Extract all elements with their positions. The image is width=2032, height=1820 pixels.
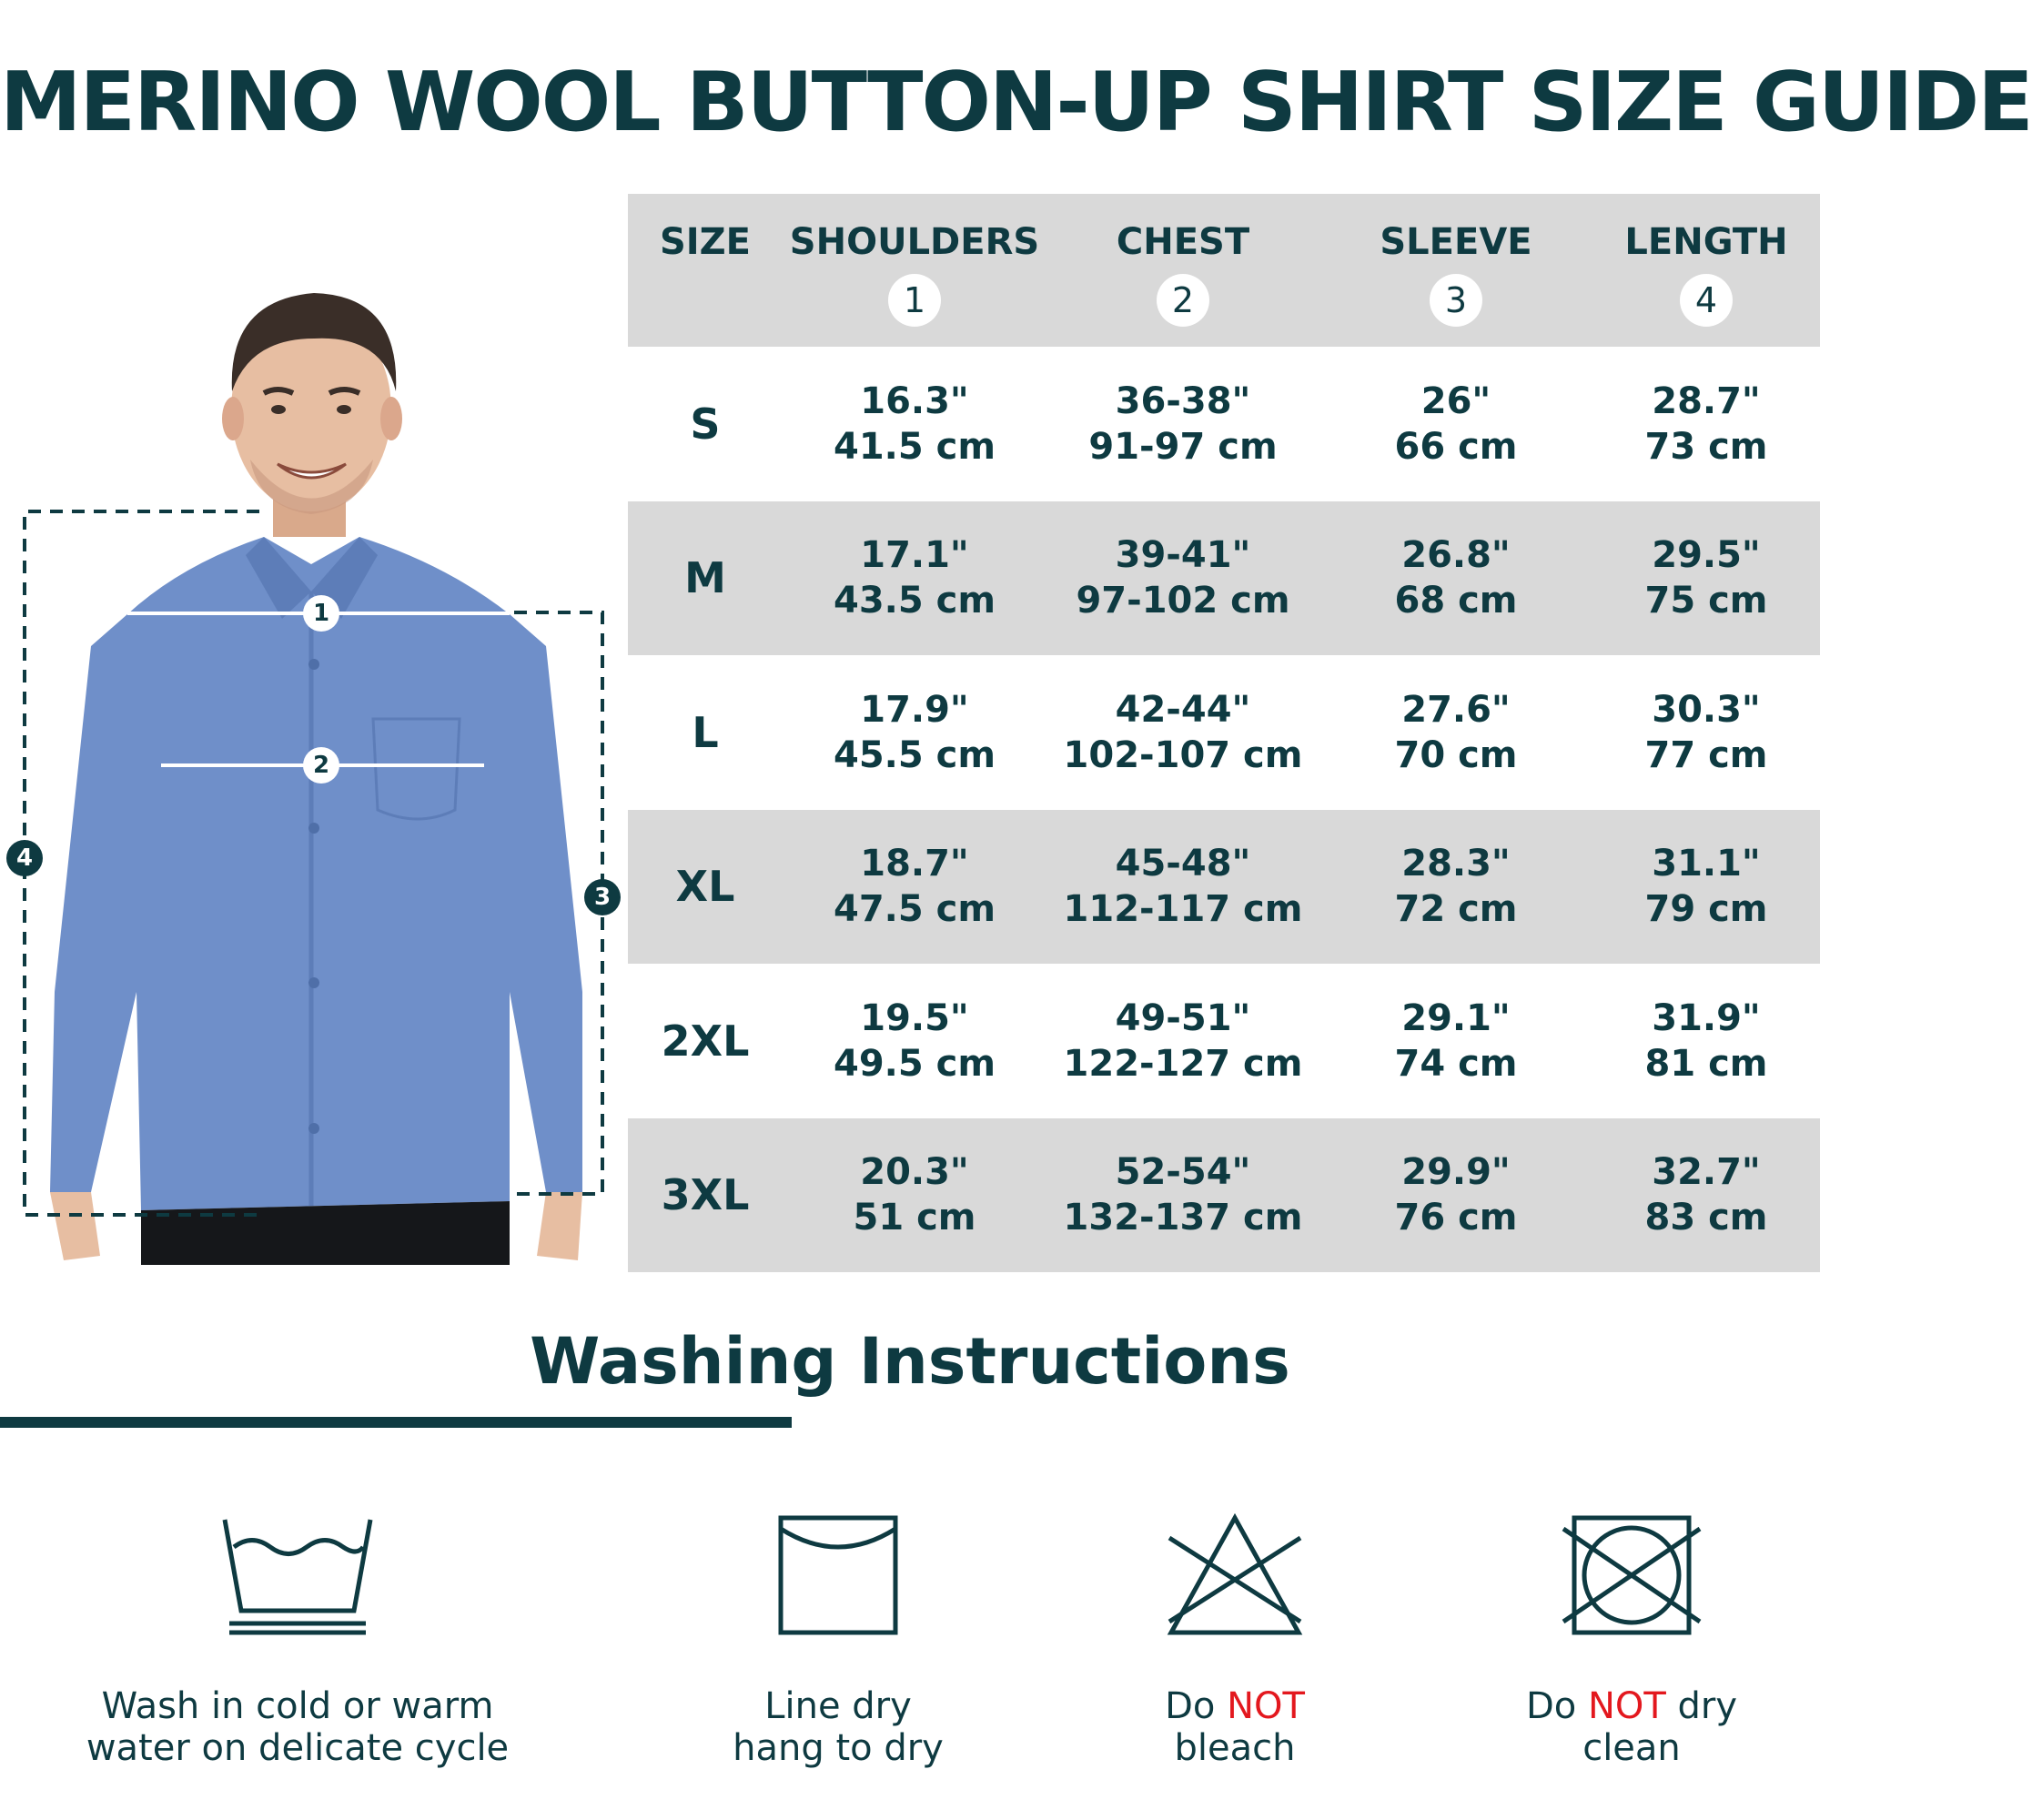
- header-label: SIZE: [659, 221, 752, 263]
- shoulders-cell: [783, 655, 1046, 810]
- line-dry-label-line-1: Line dry: [764, 1685, 912, 1727]
- cm-value: 68 cm: [1394, 580, 1518, 622]
- table-header: [628, 194, 1820, 347]
- size-table: [628, 194, 1820, 1272]
- table-row: [628, 655, 1820, 810]
- header-label: SHOULDERS: [789, 221, 1040, 263]
- cm-value: 41.5 cm: [833, 425, 996, 468]
- washing-divider: [0, 1417, 792, 1428]
- cm-value: 47.5 cm: [833, 888, 996, 931]
- inches-value: 29.5": [1652, 534, 1761, 577]
- chest-cell: [1046, 501, 1319, 656]
- length-cell: [1592, 1118, 1820, 1273]
- header-number-badge: 4: [1680, 274, 1733, 327]
- chest-cell: [1046, 1118, 1319, 1273]
- inches-value: 42-44": [1115, 688, 1251, 731]
- size-label: L: [692, 707, 719, 757]
- cm-value: 73 cm: [1644, 425, 1768, 468]
- chest-cell: [1046, 655, 1319, 810]
- cm-value: 43.5 cm: [833, 580, 996, 622]
- no-dry-clean-label-line-1: [1404, 1685, 1859, 1727]
- cm-value: 132-137 cm: [1063, 1197, 1303, 1239]
- inches-value: 18.7": [860, 843, 969, 885]
- length-cell: [1592, 655, 1820, 810]
- size-cell: [628, 501, 783, 656]
- shirt-figure: [0, 264, 637, 1265]
- inches-value: 17.1": [860, 534, 969, 577]
- cm-value: 91-97 cm: [1088, 425, 1278, 468]
- sleeve-cell: [1319, 964, 1592, 1118]
- length-cell: [1592, 964, 1820, 1118]
- shoulders-cell: [783, 964, 1046, 1118]
- cm-value: 51 cm: [853, 1197, 976, 1239]
- inches-value: 30.3": [1652, 688, 1761, 731]
- line-dry-icon: [756, 1511, 920, 1638]
- inches-value: 31.9": [1652, 996, 1761, 1039]
- inches-value: 39-41": [1115, 534, 1251, 577]
- no-bleach-label: [1007, 1685, 1462, 1769]
- negation-word: NOT: [1587, 1685, 1666, 1727]
- cm-value: 74 cm: [1394, 1042, 1518, 1085]
- line-dry-label-line-2: hang to dry: [733, 1727, 944, 1769]
- cm-value: 112-117 cm: [1063, 888, 1303, 931]
- washing-title: Washing Instructions: [530, 1324, 1290, 1399]
- line-dry-item: [611, 1511, 1066, 1769]
- header-number-badge: 2: [1157, 274, 1209, 327]
- sleeve-cell: [1319, 810, 1592, 965]
- inches-value: 31.1": [1652, 843, 1761, 885]
- table-row: [628, 1118, 1820, 1273]
- inches-value: 28.7": [1652, 379, 1761, 422]
- inches-value: 29.1": [1401, 996, 1511, 1039]
- marker-2-badge: 2: [303, 747, 339, 784]
- wash-basin-icon: [216, 1511, 379, 1638]
- inches-value: 32.7": [1652, 1151, 1761, 1194]
- header-label: SLEEVE: [1380, 221, 1532, 263]
- inches-value: 49-51": [1115, 996, 1251, 1039]
- cm-value: 79 cm: [1644, 888, 1768, 931]
- inches-value: 27.6": [1401, 688, 1511, 731]
- label-prefix: Do: [1165, 1685, 1228, 1727]
- shoulders-cell: [783, 1118, 1046, 1273]
- inches-value: 20.3": [860, 1151, 969, 1194]
- header-size: [628, 194, 783, 347]
- cm-value: 70 cm: [1394, 733, 1518, 776]
- no-bleach-icon: [1153, 1511, 1317, 1638]
- wash-label: [70, 1685, 525, 1769]
- cm-value: 77 cm: [1644, 733, 1768, 776]
- header-number-badge: 1: [888, 274, 941, 327]
- size-cell: [628, 347, 783, 501]
- header-shoulders: [783, 194, 1046, 347]
- no-dry-clean-label: [1404, 1685, 1859, 1769]
- negation-word: NOT: [1227, 1685, 1305, 1727]
- header-label: LENGTH: [1624, 221, 1788, 263]
- sleeve-cell: [1319, 655, 1592, 810]
- wash-item: [70, 1511, 525, 1769]
- size-label: 2XL: [661, 1016, 750, 1066]
- size-label: M: [684, 553, 726, 603]
- cm-value: 75 cm: [1644, 580, 1768, 622]
- cm-value: 72 cm: [1394, 888, 1518, 931]
- marker-4-badge: 4: [6, 840, 43, 876]
- label-prefix: Do: [1525, 1685, 1588, 1727]
- inches-value: 26.8": [1401, 534, 1511, 577]
- marker-3-badge: 3: [584, 879, 621, 915]
- size-label: 3XL: [661, 1170, 750, 1220]
- cm-value: 66 cm: [1394, 425, 1518, 468]
- shoulders-cell: [783, 501, 1046, 656]
- chest-cell: [1046, 347, 1319, 501]
- shoulders-cell: [783, 347, 1046, 501]
- wash-label-line-2: water on delicate cycle: [86, 1727, 510, 1769]
- inches-value: 36-38": [1115, 379, 1251, 422]
- table-row: [628, 501, 1820, 656]
- shoulders-cell: [783, 810, 1046, 965]
- inches-value: 29.9": [1401, 1151, 1511, 1194]
- header-label: CHEST: [1116, 221, 1250, 263]
- length-cell: [1592, 810, 1820, 965]
- header-chest: [1046, 194, 1319, 347]
- table-row: [628, 347, 1820, 501]
- page-title: MERINO WOOL BUTTON-UP SHIRT SIZE GUIDE: [0, 55, 2032, 150]
- cm-value: 122-127 cm: [1063, 1042, 1303, 1085]
- size-cell: [628, 1118, 783, 1273]
- cm-value: 97-102 cm: [1076, 580, 1290, 622]
- chest-cell: [1046, 964, 1319, 1118]
- inches-value: 17.9": [860, 688, 969, 731]
- inches-value: 45-48": [1115, 843, 1251, 885]
- inches-value: 26": [1420, 379, 1491, 422]
- cm-value: 49.5 cm: [833, 1042, 996, 1085]
- inches-value: 16.3": [860, 379, 969, 422]
- inches-value: 28.3": [1401, 843, 1511, 885]
- inches-value: 19.5": [860, 996, 969, 1039]
- header-number-badge: 3: [1430, 274, 1482, 327]
- sleeve-cell: [1319, 1118, 1592, 1273]
- size-cell: [628, 810, 783, 965]
- no-dry-clean-label-line-2: clean: [1582, 1727, 1681, 1769]
- no-dry-clean-item: [1404, 1511, 1859, 1769]
- length-cell: [1592, 501, 1820, 656]
- cm-value: 81 cm: [1644, 1042, 1768, 1085]
- cm-value: 76 cm: [1394, 1197, 1518, 1239]
- cm-value: 45.5 cm: [833, 733, 996, 776]
- header-sleeve: [1319, 194, 1592, 347]
- table-row: [628, 964, 1820, 1118]
- size-cell: [628, 655, 783, 810]
- no-bleach-item: [1007, 1511, 1462, 1769]
- size-label: XL: [675, 862, 735, 912]
- no-bleach-label-line-2: bleach: [1174, 1727, 1296, 1769]
- wash-label-line-1: Wash in cold or warm: [101, 1685, 494, 1727]
- chest-cell: [1046, 810, 1319, 965]
- line-dry-label: [611, 1685, 1066, 1769]
- size-label: S: [690, 399, 721, 449]
- cm-value: 102-107 cm: [1063, 733, 1303, 776]
- table-row: [628, 810, 1820, 965]
- sleeve-cell: [1319, 347, 1592, 501]
- marker-1-badge: 1: [303, 595, 339, 632]
- header-length: [1592, 194, 1820, 347]
- no-bleach-label-line-1: [1007, 1685, 1462, 1727]
- length-cell: [1592, 347, 1820, 501]
- sleeve-cell: [1319, 501, 1592, 656]
- no-dry-clean-icon: [1550, 1511, 1714, 1638]
- size-cell: [628, 964, 783, 1118]
- inches-value: 52-54": [1115, 1151, 1251, 1194]
- cm-value: 83 cm: [1644, 1197, 1768, 1239]
- label-suffix: dry: [1665, 1685, 1738, 1727]
